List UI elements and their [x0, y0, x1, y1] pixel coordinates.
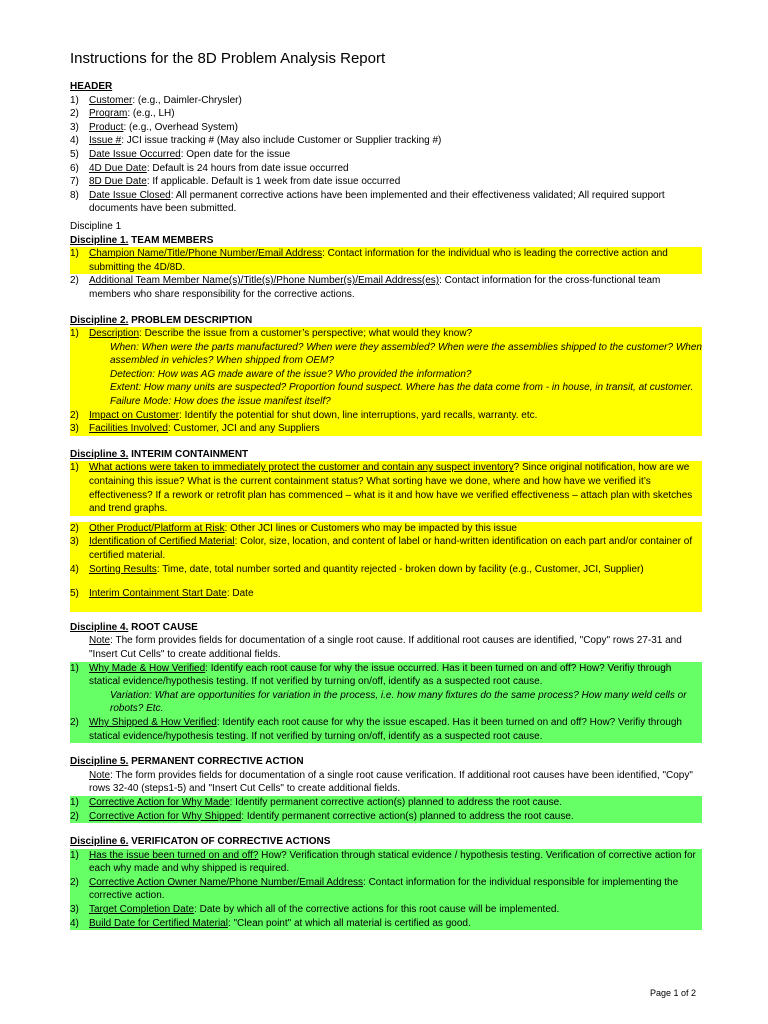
- list-item: 3) Target Completion Date: Date by which all of the corrective actions for this root cause will be implemented.: [70, 904, 560, 916]
- list-item: 1) Corrective Action for Why Made: Identify permanent corrective action(s) planned to address the root cause.: [70, 796, 563, 808]
- list-item: 5) Interim Containment Start Date: Date: [70, 588, 254, 600]
- list-item: 4) Issue #: JCI issue tracking # (May also include Customer or Supplier tracking #): [70, 135, 442, 147]
- list-item: 4) Build Date for Certified Material: "Clean point" at which all material is certified as good.: [70, 917, 471, 929]
- sub-question: Variation: What are opportunities for variation in the process, i.e. how many fixtures do the same process? How many weld cells or robots? Etc.: [110, 689, 687, 715]
- list-item: 3) Product: (e.g., Overhead System): [70, 121, 238, 133]
- list-item: 1) Champion Name/Title/Phone Number/Email Address: Contact information for the individual who is leading the corrective action and submitting the 4D/8D.: [70, 247, 702, 274]
- list-item: 2) Other Product/Platform at Risk: Other JCI lines or Customers who may be impacted by this issue: [70, 522, 517, 534]
- list-item: 2) Corrective Action for Why Shipped: Identify permanent corrective action(s) planned to address the root cause.: [70, 810, 574, 822]
- sub-question: Detection: How was AG made aware of the issue? Who provided the information?: [110, 368, 472, 380]
- discipline-1-label: Discipline 1: [70, 220, 122, 232]
- sub-question: When: When were the parts manufactured? When were they assembled? When were the assemblies shipped to the customer? When assembled in vehicles? When shipped from OEM?: [110, 341, 702, 367]
- document-body: [70, 80, 702, 930]
- discipline-6-heading: Discipline 6. VERIFICATON OF CORRECTIVE ACTIONS: [70, 836, 331, 848]
- note: Note: The form provides fields for documentation of a single root cause. If additional root causes are identified, "Copy" rows 27-31 and "Insert Cut Cells" to create additional fields.: [89, 635, 682, 660]
- highlight-block: [70, 796, 702, 823]
- list-item: 4) Sorting Results: Time, date, total number sorted and quantity rejected - broken down by facility (e.g., Customer, JCI, Supplier): [70, 563, 644, 575]
- highlight-block: [70, 522, 702, 612]
- list-item: 3) Facilities Involved: Customer, JCI and any Suppliers: [70, 423, 320, 435]
- header-heading: HEADER: [70, 81, 113, 92]
- highlight-block: [70, 662, 702, 744]
- list-item: 2) Impact on Customer: Identify the potential for shut down, line interruptions, yard recalls, warranty. etc.: [70, 409, 538, 421]
- page-title: Instructions for the 8D Problem Analysis Report: [70, 50, 386, 67]
- sub-question: Extent: How many units are suspected? Proportion found suspect. Where has the data come from - in house, in transit, at customer.: [110, 382, 694, 394]
- discipline-5-heading: Discipline 5. PERMANENT CORRECTIVE ACTION: [70, 756, 304, 768]
- list-item: 7) 8D Due Date: If applicable. Default is 1 week from date issue occurred: [70, 176, 401, 188]
- discipline-2-heading: Discipline 2. PROBLEM DESCRIPTION: [70, 314, 253, 326]
- list-item: 2) Why Shipped & How Verified: Identify each root cause for why the issue escaped. Has it been turned on and off? How? Verifiy through statical evidence/hypothesis testing. If not verified by turning on/off, identify as a suspected root cause.: [70, 716, 682, 742]
- list-item: 5) Date Issue Occurred: Open date for the issue: [70, 148, 291, 160]
- list-item: 2) Program: (e.g., LH): [70, 108, 175, 120]
- highlight-block: [70, 461, 702, 515]
- header-list: [70, 94, 702, 216]
- sub-question: Failure Mode: How does the issue manifest itself?: [110, 396, 331, 408]
- discipline-3-heading: Discipline 3. INTERIM CONTAINMENT: [70, 448, 249, 460]
- list-item: 8) Date Issue Closed: All permanent corrective actions have been implemented and their effectiveness validated; All required support documents have been submitted.: [70, 189, 665, 215]
- discipline-1-heading: Discipline 1. TEAM MEMBERS: [70, 234, 214, 246]
- highlight-block: [70, 327, 702, 436]
- list-item: 1) Has the issue been turned on and off? How? Verification through statical evidence / hypothesis testing. Verification of corrective action for each why made and why shipped is required.: [70, 849, 696, 875]
- list-item: 3) Identification of Certified Material: Color, size, location, and content of label or hand-written identification on each part and/or container of certified material.: [70, 536, 693, 561]
- highlight-block: [70, 849, 702, 931]
- list-item: 1) Customer: (e.g., Daimler-Chrysler): [70, 94, 242, 106]
- list-item: 2) Additional Team Member Name(s)/Title(s)/Phone Number(s)/Email Address(es): Contact information for the cross-functional team members who share responsibility for the corrective actions.: [70, 275, 661, 300]
- list-item: 2) Corrective Action Owner Name/Phone Number/Email Address: Contact information for the individual responsible for implementing the corrective action.: [70, 876, 679, 902]
- list-item: 6) 4D Due Date: Default is 24 hours from date issue occurred: [70, 162, 349, 174]
- list-item: 1) Description: Describe the issue from a customer’s perspective; what would they know?: [70, 328, 473, 340]
- list-item: 1) Why Made & How Verified: Identify each root cause for why the issue occurred. Has it been turned on and off? How? Verifiy through statical evidence/hypothesis testing. If not verified by turning on/off, identify as a suspected root cause.: [70, 662, 672, 688]
- discipline-4-heading: Discipline 4. ROOT CAUSE: [70, 621, 198, 633]
- note: Note: The form provides fields for documentation of a single root cause verification. If additional root causes have been identified, "Copy" rows 32-40 (steps1-5) and "Insert Cut Cells" to create additional fields.: [89, 769, 693, 795]
- list-item: 1) What actions were taken to immediately protect the customer and contain any suspect inventory? Since original notification, how are we containing this issue? What is the current containment status? What sorting have we done, where and how have we verified it’s effectiveness? If a rework or retrofit plan has commenced – what is it and how have we verified effectiveness – attach plan with sketches and trend graphs.: [70, 462, 693, 515]
- page-number: Page 1 of 2: [650, 988, 697, 998]
